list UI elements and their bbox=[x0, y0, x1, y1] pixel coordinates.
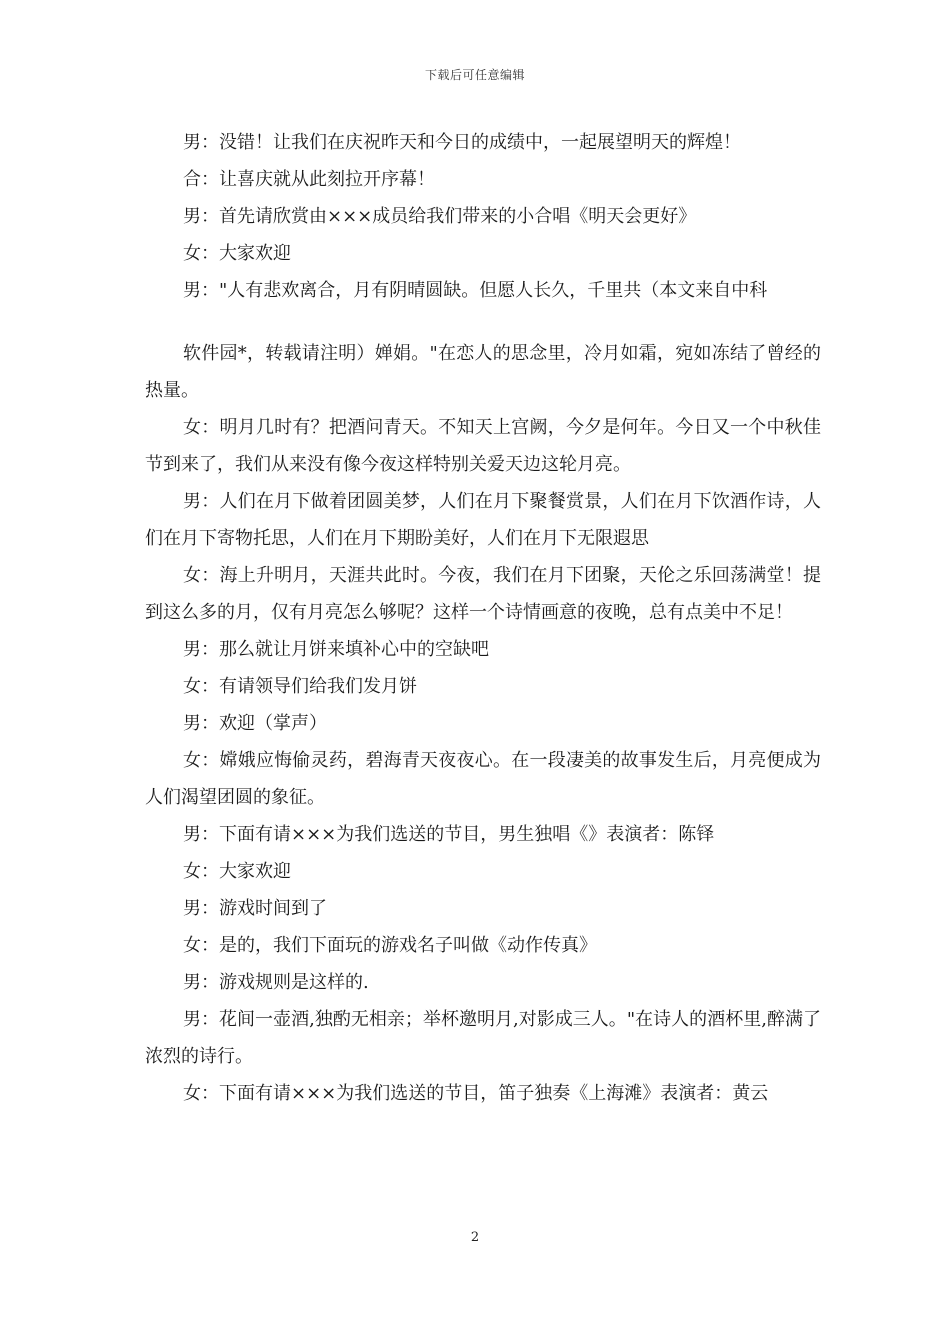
paragraph: 男：那么就让月饼来填补心中的空缺吧 bbox=[183, 639, 489, 660]
paragraph: 女：大家欢迎 bbox=[183, 243, 291, 264]
paragraph: 男："人有悲欢离合，月有阴晴圆缺。但愿人长久，千里共（本文来自中科 bbox=[183, 280, 768, 301]
document-body bbox=[145, 124, 821, 1112]
paragraph: 女：大家欢迎 bbox=[183, 861, 291, 882]
paragraph: 软件园*，转载请注明）婵娟。"在恋人的思念里，冷月如霜，宛如冻结了曾经的热量。 bbox=[145, 343, 821, 401]
paragraph: 男：游戏规则是这样的. bbox=[183, 972, 369, 993]
paragraph: 男：花间一壶酒,独酌无相亲；举杯邀明月,对影成三人。"在诗人的酒杯里,醉满了浓烈的诗行。 bbox=[145, 1009, 821, 1067]
paragraph: 男：游戏时间到了 bbox=[183, 898, 327, 919]
paragraph: 男：人们在月下做着团圆美梦，人们在月下聚餐赏景，人们在月下饮酒作诗，人们在月下寄物托思，人们在月下期盼美好，人们在月下无限遐思 bbox=[145, 491, 821, 549]
paragraph: 女：海上升明月，天涯共此时。今夜，我们在月下团聚，天伦之乐回荡满堂！提到这么多的月，仅有月亮怎么够呢？这样一个诗情画意的夜晚，总有点美中不足！ bbox=[145, 565, 821, 623]
paragraph: 女：是的，我们下面玩的游戏名子叫做《动作传真》 bbox=[183, 935, 597, 956]
paragraph: 女：下面有请×××为我们选送的节目，笛子独奏《上海滩》表演者：黄云 bbox=[183, 1083, 769, 1104]
paragraph: 女：明月几时有？把酒问青天。不知天上宫阙，今夕是何年。今日又一个中秋佳节到来了，我们从来没有像今夜这样特别关爱天边这轮月亮。 bbox=[145, 417, 821, 475]
paragraph: 男：没错！让我们在庆祝昨天和今日的成绩中，一起展望明天的辉煌！ bbox=[183, 132, 741, 153]
paragraph: 女：嫦娥应悔偷灵药，碧海青天夜夜心。在一段凄美的故事发生后，月亮便成为人们渴望团圆的象征。 bbox=[145, 750, 821, 808]
paragraph: 合：让喜庆就从此刻拉开序幕！ bbox=[183, 169, 435, 190]
paragraph: 男：下面有请×××为我们选送的节目，男生独唱《》表演者：陈铎 bbox=[183, 824, 715, 845]
page-header: 下载后可任意编辑 bbox=[424, 68, 525, 82]
paragraph: 女：有请领导们给我们发月饼 bbox=[183, 676, 417, 697]
paragraph: 男：首先请欣赏由×××成员给我们带来的小合唱《明天会更好》 bbox=[183, 206, 697, 227]
paragraph: 男：欢迎（掌声） bbox=[183, 713, 327, 734]
page-number: 2 bbox=[470, 1230, 480, 1245]
